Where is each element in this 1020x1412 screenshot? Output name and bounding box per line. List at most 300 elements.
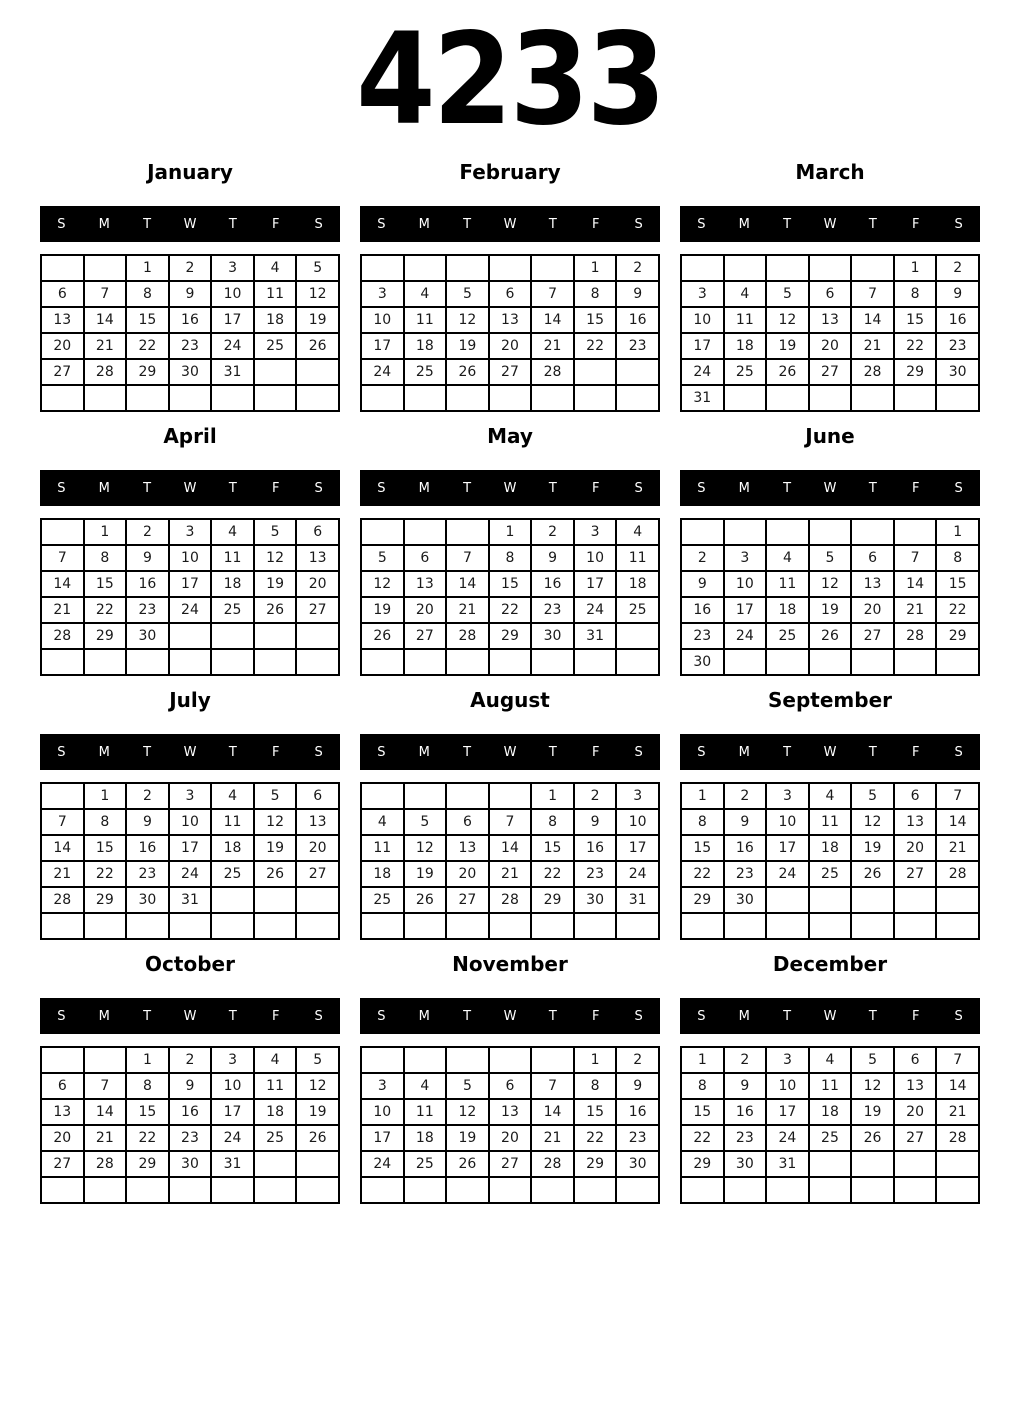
week-row	[681, 835, 979, 861]
day-cell: 12	[296, 1073, 339, 1099]
empty-day-cell	[809, 887, 852, 913]
day-cell: 30	[936, 359, 979, 385]
day-cell: 9	[681, 571, 724, 597]
day-cell: 13	[41, 1099, 84, 1125]
empty-day-cell	[84, 255, 127, 281]
day-cell: 23	[574, 861, 617, 887]
day-cell: 10	[574, 545, 617, 571]
day-cell: 9	[126, 809, 169, 835]
weekday-label: F	[591, 744, 600, 760]
empty-day-cell	[531, 255, 574, 281]
day-cell: 24	[766, 861, 809, 887]
day-cell: 29	[84, 623, 127, 649]
day-cell: 9	[616, 1073, 659, 1099]
weekday-label: S	[634, 480, 643, 496]
empty-day-cell	[84, 913, 127, 939]
day-cell: 4	[616, 519, 659, 545]
week-row	[681, 861, 979, 887]
weekday-label: F	[911, 216, 920, 232]
day-cell: 18	[211, 835, 254, 861]
day-cell: 26	[404, 887, 447, 913]
day-cell: 6	[894, 1047, 937, 1073]
weekday-label: S	[57, 216, 66, 232]
month	[40, 424, 340, 676]
empty-day-cell	[41, 649, 84, 675]
month-grid	[680, 254, 980, 412]
day-cell: 29	[489, 623, 532, 649]
day-cell: 4	[404, 1073, 447, 1099]
empty-day-cell	[254, 887, 297, 913]
day-cell: 7	[531, 281, 574, 307]
day-cell: 11	[404, 1099, 447, 1125]
empty-day-cell	[809, 649, 852, 675]
empty-day-cell	[894, 1151, 937, 1177]
week-row	[361, 809, 659, 835]
day-cell: 7	[41, 545, 84, 571]
week-row	[681, 359, 979, 385]
day-cell: 8	[574, 281, 617, 307]
day-cell: 28	[936, 861, 979, 887]
weekday-header-row	[360, 206, 660, 242]
day-cell: 25	[616, 597, 659, 623]
day-cell: 23	[169, 1125, 212, 1151]
day-cell: 21	[531, 333, 574, 359]
empty-day-cell	[254, 1151, 297, 1177]
day-cell: 13	[41, 307, 84, 333]
day-cell: 2	[724, 1047, 767, 1073]
empty-day-cell	[809, 1177, 852, 1203]
empty-day-cell	[41, 385, 84, 411]
day-cell: 17	[681, 333, 724, 359]
day-cell: 11	[254, 281, 297, 307]
day-cell: 16	[126, 835, 169, 861]
week-row	[41, 571, 339, 597]
empty-day-cell	[489, 1047, 532, 1073]
empty-day-cell	[446, 649, 489, 675]
week-row	[361, 1151, 659, 1177]
day-cell: 20	[446, 861, 489, 887]
weekday-label: T	[463, 744, 472, 760]
day-cell: 22	[894, 333, 937, 359]
day-cell: 28	[84, 1151, 127, 1177]
day-cell: 15	[84, 571, 127, 597]
empty-day-cell	[41, 255, 84, 281]
day-cell: 14	[84, 1099, 127, 1125]
day-cell: 21	[894, 597, 937, 623]
day-cell: 19	[404, 861, 447, 887]
day-cell: 3	[724, 545, 767, 571]
day-cell: 6	[41, 1073, 84, 1099]
day-cell: 10	[211, 1073, 254, 1099]
day-cell: 21	[84, 333, 127, 359]
day-cell: 30	[724, 1151, 767, 1177]
week-row	[41, 255, 339, 281]
day-cell: 13	[809, 307, 852, 333]
empty-day-cell	[404, 649, 447, 675]
day-cell: 30	[574, 887, 617, 913]
week-row	[361, 1177, 659, 1203]
day-cell: 10	[724, 571, 767, 597]
day-cell: 1	[681, 1047, 724, 1073]
week-row	[681, 649, 979, 675]
empty-day-cell	[211, 623, 254, 649]
day-cell: 24	[616, 861, 659, 887]
day-cell: 19	[851, 835, 894, 861]
day-cell: 11	[616, 545, 659, 571]
day-cell: 9	[936, 281, 979, 307]
empty-day-cell	[361, 385, 404, 411]
day-cell: 28	[446, 623, 489, 649]
empty-day-cell	[361, 913, 404, 939]
month-grid	[680, 1046, 980, 1204]
day-cell: 2	[681, 545, 724, 571]
day-cell: 27	[809, 359, 852, 385]
week-row	[361, 623, 659, 649]
day-cell: 23	[126, 861, 169, 887]
weekday-label: M	[98, 480, 110, 496]
day-cell: 24	[681, 359, 724, 385]
weekday-label: T	[143, 1008, 152, 1024]
day-cell: 20	[894, 835, 937, 861]
day-cell: 28	[41, 623, 84, 649]
day-cell: 13	[489, 1099, 532, 1125]
day-cell: 6	[404, 545, 447, 571]
day-cell: 24	[766, 1125, 809, 1151]
empty-day-cell	[84, 1047, 127, 1073]
empty-day-cell	[724, 913, 767, 939]
month-name: January	[147, 160, 233, 184]
week-row	[681, 597, 979, 623]
weekday-label: M	[418, 1008, 430, 1024]
weekday-label: S	[954, 1008, 963, 1024]
day-cell: 25	[809, 861, 852, 887]
day-cell: 27	[404, 623, 447, 649]
empty-day-cell	[489, 385, 532, 411]
empty-day-cell	[84, 649, 127, 675]
weekday-label: S	[377, 216, 386, 232]
day-cell: 20	[489, 1125, 532, 1151]
empty-day-cell	[84, 1177, 127, 1203]
month-grid	[360, 518, 660, 676]
empty-day-cell	[404, 1177, 447, 1203]
day-cell: 12	[809, 571, 852, 597]
day-cell: 29	[84, 887, 127, 913]
empty-day-cell	[254, 385, 297, 411]
empty-day-cell	[574, 359, 617, 385]
empty-day-cell	[531, 913, 574, 939]
week-row	[361, 1047, 659, 1073]
month	[680, 688, 980, 940]
day-cell: 14	[531, 307, 574, 333]
day-cell: 22	[681, 1125, 724, 1151]
day-cell: 17	[766, 835, 809, 861]
weekday-label: T	[463, 480, 472, 496]
day-cell: 11	[211, 809, 254, 835]
day-cell: 5	[446, 1073, 489, 1099]
day-cell: 8	[84, 545, 127, 571]
week-row	[361, 1125, 659, 1151]
empty-day-cell	[616, 385, 659, 411]
day-cell: 27	[446, 887, 489, 913]
month-name: May	[487, 424, 533, 448]
weekday-label: S	[634, 744, 643, 760]
month-grid	[680, 518, 980, 676]
day-cell: 10	[211, 281, 254, 307]
day-cell: 11	[809, 1073, 852, 1099]
week-row	[361, 649, 659, 675]
day-cell: 28	[41, 887, 84, 913]
empty-day-cell	[296, 887, 339, 913]
week-row	[361, 545, 659, 571]
weekday-label: W	[183, 480, 197, 496]
day-cell: 17	[361, 333, 404, 359]
day-cell: 1	[531, 783, 574, 809]
weekday-label: S	[697, 480, 706, 496]
empty-day-cell	[41, 519, 84, 545]
day-cell: 7	[936, 783, 979, 809]
day-cell: 31	[766, 1151, 809, 1177]
day-cell: 12	[446, 1099, 489, 1125]
day-cell: 24	[211, 333, 254, 359]
weekday-label: S	[57, 480, 66, 496]
day-cell: 12	[851, 1073, 894, 1099]
day-cell: 24	[361, 359, 404, 385]
day-cell: 3	[211, 255, 254, 281]
day-cell: 11	[809, 809, 852, 835]
day-cell: 2	[616, 1047, 659, 1073]
day-cell: 18	[361, 861, 404, 887]
week-row	[361, 333, 659, 359]
day-cell: 14	[84, 307, 127, 333]
day-cell: 16	[169, 307, 212, 333]
day-cell: 19	[254, 571, 297, 597]
day-cell: 16	[169, 1099, 212, 1125]
day-cell: 9	[724, 1073, 767, 1099]
day-cell: 20	[41, 1125, 84, 1151]
day-cell: 17	[169, 571, 212, 597]
empty-day-cell	[489, 783, 532, 809]
empty-day-cell	[574, 385, 617, 411]
day-cell: 25	[254, 1125, 297, 1151]
day-cell: 26	[254, 861, 297, 887]
weekday-header-row	[360, 470, 660, 506]
month-grid	[40, 1046, 340, 1204]
empty-day-cell	[766, 255, 809, 281]
empty-day-cell	[894, 649, 937, 675]
day-cell: 23	[681, 623, 724, 649]
weekday-label: F	[271, 744, 280, 760]
empty-day-cell	[936, 887, 979, 913]
day-cell: 27	[41, 1151, 84, 1177]
empty-day-cell	[404, 1047, 447, 1073]
day-cell: 26	[254, 597, 297, 623]
day-cell: 4	[211, 783, 254, 809]
day-cell: 4	[809, 1047, 852, 1073]
empty-day-cell	[361, 783, 404, 809]
day-cell: 1	[84, 783, 127, 809]
weekday-header-row	[40, 470, 340, 506]
day-cell: 4	[361, 809, 404, 835]
empty-day-cell	[809, 255, 852, 281]
week-row	[41, 1177, 339, 1203]
day-cell: 30	[681, 649, 724, 675]
empty-day-cell	[446, 385, 489, 411]
weekday-label: S	[314, 1008, 323, 1024]
day-cell: 2	[616, 255, 659, 281]
week-row	[681, 571, 979, 597]
day-cell: 3	[211, 1047, 254, 1073]
empty-day-cell	[169, 913, 212, 939]
month-grid	[40, 518, 340, 676]
empty-day-cell	[531, 649, 574, 675]
day-cell: 30	[169, 1151, 212, 1177]
month-name: July	[169, 688, 211, 712]
empty-day-cell	[41, 1047, 84, 1073]
day-cell: 26	[446, 1151, 489, 1177]
empty-day-cell	[296, 649, 339, 675]
empty-day-cell	[361, 519, 404, 545]
weekday-label: W	[503, 744, 517, 760]
day-cell: 1	[681, 783, 724, 809]
day-cell: 18	[809, 835, 852, 861]
weekday-label: T	[548, 216, 557, 232]
week-row	[681, 545, 979, 571]
day-cell: 6	[809, 281, 852, 307]
day-cell: 21	[41, 597, 84, 623]
day-cell: 27	[296, 861, 339, 887]
empty-day-cell	[254, 1177, 297, 1203]
weekday-label: T	[868, 216, 877, 232]
day-cell: 22	[531, 861, 574, 887]
week-row	[361, 385, 659, 411]
day-cell: 2	[126, 519, 169, 545]
weekday-label: F	[911, 744, 920, 760]
day-cell: 22	[84, 861, 127, 887]
day-cell: 18	[254, 1099, 297, 1125]
day-cell: 3	[361, 281, 404, 307]
day-cell: 19	[361, 597, 404, 623]
day-cell: 25	[766, 623, 809, 649]
weekday-label: M	[738, 744, 750, 760]
day-cell: 22	[574, 1125, 617, 1151]
day-cell: 27	[41, 359, 84, 385]
weekday-label: S	[377, 480, 386, 496]
day-cell: 19	[446, 333, 489, 359]
weekday-header-row	[680, 206, 980, 242]
empty-day-cell	[936, 649, 979, 675]
empty-day-cell	[361, 1177, 404, 1203]
weekday-label: M	[98, 744, 110, 760]
day-cell: 7	[84, 1073, 127, 1099]
month	[360, 160, 660, 412]
weekday-label: F	[271, 480, 280, 496]
empty-day-cell	[809, 913, 852, 939]
day-cell: 3	[169, 783, 212, 809]
day-cell: 21	[936, 1099, 979, 1125]
day-cell: 18	[211, 571, 254, 597]
day-cell: 29	[681, 887, 724, 913]
week-row	[41, 649, 339, 675]
empty-day-cell	[296, 359, 339, 385]
day-cell: 16	[574, 835, 617, 861]
day-cell: 7	[936, 1047, 979, 1073]
empty-day-cell	[84, 385, 127, 411]
week-row	[41, 623, 339, 649]
day-cell: 4	[254, 1047, 297, 1073]
day-cell: 8	[489, 545, 532, 571]
day-cell: 15	[531, 835, 574, 861]
month	[680, 424, 980, 676]
day-cell: 17	[766, 1099, 809, 1125]
weekday-label: S	[314, 216, 323, 232]
empty-day-cell	[851, 913, 894, 939]
day-cell: 23	[724, 1125, 767, 1151]
day-cell: 30	[724, 887, 767, 913]
empty-day-cell	[894, 887, 937, 913]
empty-day-cell	[574, 913, 617, 939]
day-cell: 11	[254, 1073, 297, 1099]
empty-day-cell	[296, 385, 339, 411]
day-cell: 10	[766, 1073, 809, 1099]
day-cell: 14	[446, 571, 489, 597]
week-row	[41, 1099, 339, 1125]
weekday-label: F	[271, 216, 280, 232]
day-cell: 22	[126, 333, 169, 359]
week-row	[41, 597, 339, 623]
weekday-label: T	[228, 216, 237, 232]
day-cell: 23	[936, 333, 979, 359]
week-row	[41, 835, 339, 861]
month-name: February	[459, 160, 561, 184]
day-cell: 22	[126, 1125, 169, 1151]
day-cell: 2	[936, 255, 979, 281]
day-cell: 15	[936, 571, 979, 597]
day-cell: 12	[446, 307, 489, 333]
day-cell: 8	[126, 281, 169, 307]
empty-day-cell	[254, 649, 297, 675]
day-cell: 6	[446, 809, 489, 835]
week-row	[681, 1125, 979, 1151]
day-cell: 2	[169, 1047, 212, 1073]
weekday-label: S	[697, 1008, 706, 1024]
empty-day-cell	[446, 255, 489, 281]
empty-day-cell	[446, 1177, 489, 1203]
day-cell: 27	[894, 1125, 937, 1151]
day-cell: 5	[254, 783, 297, 809]
day-cell: 12	[254, 809, 297, 835]
weekday-label: T	[783, 1008, 792, 1024]
day-cell: 6	[851, 545, 894, 571]
empty-day-cell	[41, 1177, 84, 1203]
empty-day-cell	[489, 255, 532, 281]
weekday-label: F	[591, 1008, 600, 1024]
weekday-label: S	[314, 480, 323, 496]
day-cell: 14	[531, 1099, 574, 1125]
week-row	[41, 545, 339, 571]
day-cell: 18	[809, 1099, 852, 1125]
empty-day-cell	[851, 519, 894, 545]
day-cell: 9	[126, 545, 169, 571]
empty-day-cell	[296, 1177, 339, 1203]
empty-day-cell	[169, 385, 212, 411]
day-cell: 10	[616, 809, 659, 835]
empty-day-cell	[361, 1047, 404, 1073]
year-text: 4233	[356, 4, 664, 153]
empty-day-cell	[616, 913, 659, 939]
empty-day-cell	[616, 1177, 659, 1203]
day-cell: 9	[531, 545, 574, 571]
day-cell: 3	[616, 783, 659, 809]
